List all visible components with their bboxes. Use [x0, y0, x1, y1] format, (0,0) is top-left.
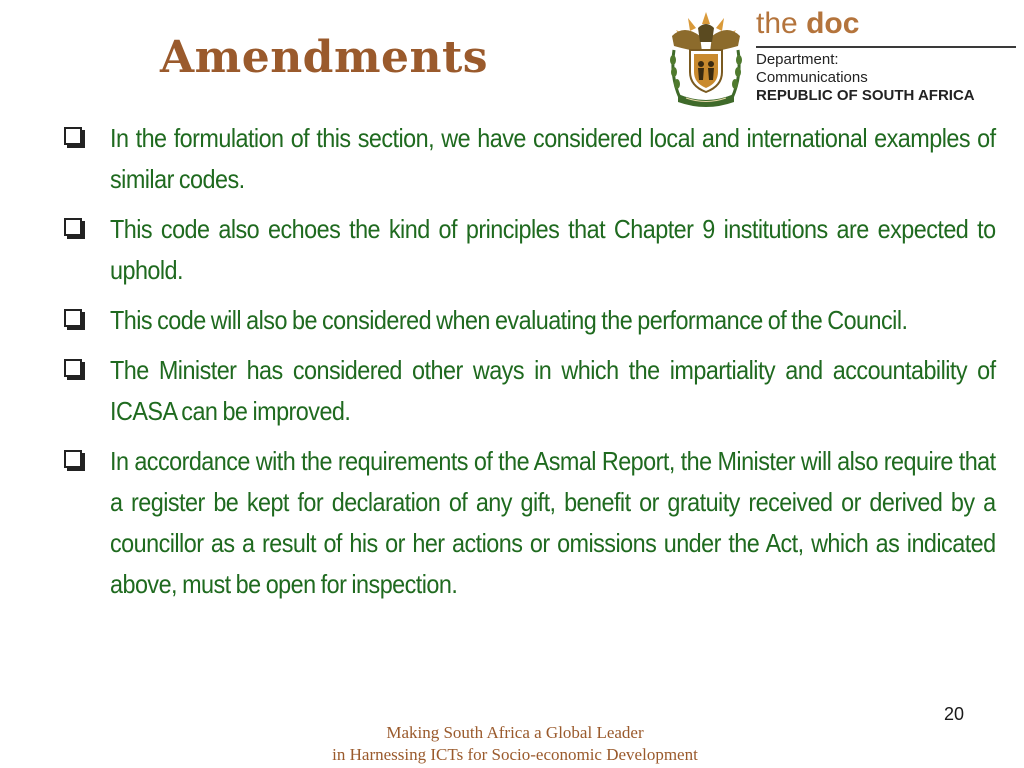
bullet-item — [64, 350, 998, 432]
checkbox-bullet-icon — [64, 309, 82, 327]
brand-country: REPUBLIC OF SOUTH AFRICA — [756, 87, 975, 104]
bullet-text: The Minister has considered other ways in which the impartiality and accountability of ICASA can be improved. — [110, 355, 996, 426]
footer-slogan-line1: Making South Africa a Global Leader — [386, 723, 644, 742]
checkbox-bullet-icon — [64, 127, 82, 145]
coat-of-arms-icon — [664, 6, 748, 110]
bullet-text: This code also echoes the kind of principles that Chapter 9 institutions are expected to uphold. — [110, 214, 996, 285]
brand-divider — [756, 46, 1016, 48]
bullet-item — [64, 209, 998, 291]
brand-doc: doc — [806, 7, 860, 40]
bullet-item — [64, 441, 998, 605]
bullet-text: In accordance with the requirements of the Asmal Report, the Minister will also require that a register be kept for declaration of any gift, benefit or gratuity received or derived by a councillor as a result of his or her actions or omissions under the Act, which as indicated above, must be open for inspection. — [110, 446, 996, 599]
department-brand — [756, 6, 1016, 110]
bullet-item — [64, 118, 998, 200]
page-number: 20 — [943, 704, 964, 724]
footer-slogan-line2: in Harnessing ICTs for Socio-economic Development — [332, 745, 698, 764]
checkbox-bullet-icon — [64, 450, 82, 468]
brand-the: the — [756, 7, 798, 40]
checkbox-bullet-icon — [64, 359, 82, 377]
bullet-text: This code will also be considered when evaluating the performance of the Council. — [110, 305, 908, 335]
brand-name — [756, 6, 859, 42]
bullet-text: In the formulation of this section, we have considered local and international examples of similar codes. — [110, 123, 996, 194]
brand-ministry: Communications — [756, 69, 868, 86]
brand-department: Department: — [756, 51, 839, 68]
bullet-list — [64, 118, 998, 614]
bullet-item — [64, 300, 998, 341]
checkbox-bullet-icon — [64, 218, 82, 236]
department-logo — [664, 6, 1016, 110]
slide-title: Amendments — [160, 32, 489, 83]
